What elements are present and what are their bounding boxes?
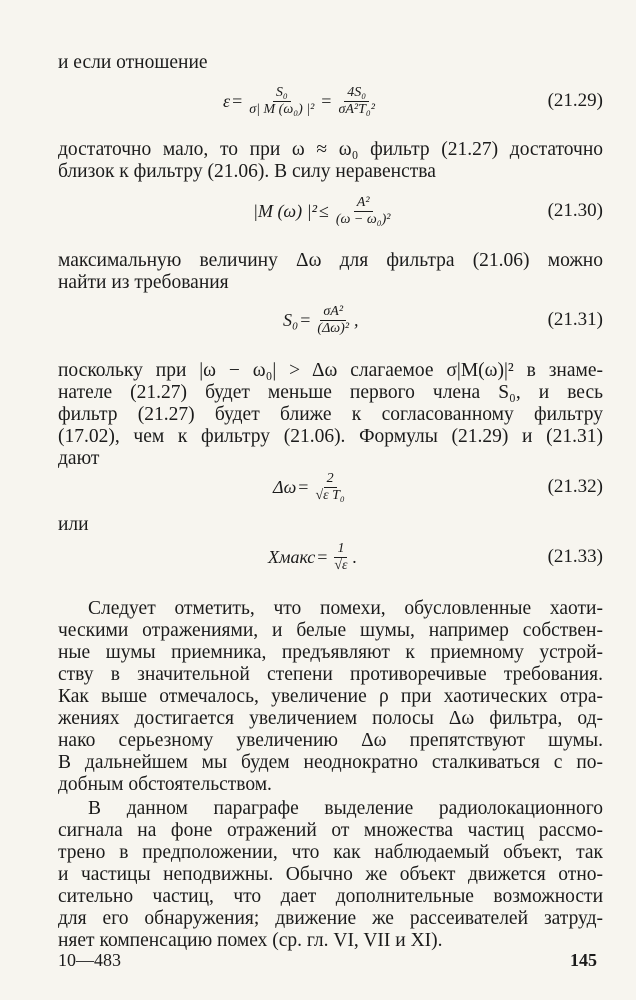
fraction [335, 85, 378, 118]
numerator: σA² [320, 304, 346, 321]
denominator: √ε [334, 557, 348, 573]
text-line: Как выше отмечалось, увеличение ρ при хаотических отра- [58, 686, 603, 707]
text-line: для его обнаружения; движение же рассеивателей затруд- [58, 908, 603, 929]
eq-lhs: Δω [273, 476, 297, 497]
text-line: или [58, 514, 89, 535]
text-line: Следует отметить, что помехи, обусловленные хаоти- [88, 598, 603, 619]
denominator: √ε T₀ [315, 487, 345, 503]
fraction [331, 541, 350, 574]
text-line: нако серьезному увеличению Δω препятствуют шумы. [58, 730, 603, 751]
equation-number: (21.31) [547, 309, 603, 330]
eq-lhs: S₀ [283, 309, 299, 330]
equation-number: (21.29) [547, 90, 603, 111]
equation-21-29: ε = $\frac{\text{S₀}}{\text{σ| M (ω₀) |²}}$ = $\frac{\text{4S₀}}{\text{σA²T₀²}}$ (21.29) [223, 84, 603, 117]
text-line: дают [58, 448, 100, 469]
text-line: и если отношение [58, 52, 208, 73]
printer-signature: 10—483 [58, 950, 121, 970]
equation-21-30 [58, 186, 603, 236]
text-line: жениях достигается увеличением полосы Δω фильтра, од- [58, 708, 603, 729]
text-line: найти из требования [58, 272, 229, 293]
fraction [333, 195, 394, 228]
text-line: фильтр (21.27) будет ближе к согласованному фильтру [58, 404, 603, 425]
eq-lhs: Xмакс [268, 546, 316, 567]
equation-21-31: S₀ = $\frac{\text{σA²}}{\text{(Δω)²}}$ , (21.31) [283, 303, 603, 336]
text-line: няет компенсацию помех (ср. гл. VI, VII и XI). [58, 930, 443, 951]
equation-number: (21.32) [547, 476, 603, 497]
text-line: достаточно мало, то при ω ≈ ω₀ фильтр (21.27) достаточно [58, 139, 603, 160]
text-line: поскольку при |ω − ω₀| > Δω слагаемое σ|M(ω)|² в знаме- [58, 360, 603, 381]
equation-number: (21.30) [547, 200, 603, 221]
text-line: ству в значительной степени противоречивые требования. [58, 664, 603, 685]
denominator: σA²T₀² [338, 101, 375, 117]
fraction [314, 304, 352, 337]
fraction [246, 85, 317, 118]
eq-lhs: ε [223, 90, 231, 111]
numerator: 4S₀ [344, 85, 369, 102]
equation-21-33: Xмакс = $\frac{1}{√\varepsilon}$ . (21.33) [268, 540, 603, 573]
eq-tail: . [352, 546, 358, 567]
equation-number: (21.33) [547, 546, 603, 567]
text-line: добным обстоятельством. [58, 774, 272, 795]
document-page [58, 0, 603, 1000]
eq-relation: ≤ [318, 200, 329, 221]
eq-lhs: |M (ω) |² [253, 200, 317, 221]
eq-tail: , [354, 309, 359, 330]
text-line: ческими отражениями, и белые шумы, например собствен- [58, 620, 603, 641]
text-line: близок к фильтру (21.06). В силу неравенства [58, 161, 436, 182]
text-line: сительно частиц, что дает дополнительные возможности [58, 886, 603, 907]
numerator: 1 [334, 541, 347, 558]
fraction [312, 471, 347, 504]
equation-21-32: Δω = $\frac{2}{\text{√ε T₀}}$ (21.32) [273, 470, 603, 503]
numerator: S₀ [273, 85, 291, 102]
denominator: (Δω)² [317, 320, 350, 336]
text-line: нателе (21.27) будет меньше первого члена S₀, и весь [58, 382, 603, 403]
text-line: В данном параграфе выделение радиолокационного [88, 798, 603, 819]
text-line: максимальную величину Δω для фильтра (21.06) можно [58, 250, 603, 271]
text-line: и частицы неподвижны. Обычно же объект движется отно- [58, 864, 603, 885]
text-line: сигнала на фоне отражений от множества частиц рассмо- [58, 820, 603, 841]
text-line: ные шумы приемника, предъявляют к приемному устрой- [58, 642, 603, 663]
text-line: трено в предположении, что как наблюдаемый объект, так [58, 842, 603, 863]
denominator: σ| M (ω₀) |² [249, 101, 315, 117]
denominator: (ω − ω₀)² [335, 211, 391, 227]
numerator: 2 [324, 471, 337, 488]
text-line: (17.02), чем к фильтру (21.06). Формулы (21.29) и (21.31) [58, 426, 603, 447]
page-number: 145 [570, 950, 597, 970]
text-line: В дальнейшем мы будем неоднократно сталкиваться с по- [58, 752, 603, 773]
numerator: A² [354, 195, 373, 212]
